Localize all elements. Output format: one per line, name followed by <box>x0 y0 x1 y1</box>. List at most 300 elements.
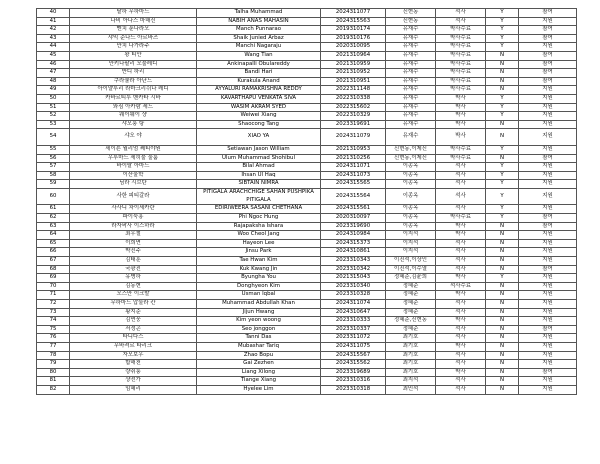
english-name-cell: Manch Punnarao <box>197 26 321 35</box>
flag-cell: N <box>486 257 519 266</box>
korean-name-cell: 샹전가 <box>70 377 197 386</box>
table-row <box>37 9 577 18</box>
table-row <box>37 171 577 180</box>
table-row <box>37 317 577 326</box>
korean-name-cell: 유병하 <box>70 274 197 283</box>
table-row <box>37 77 577 86</box>
english-name-cell: Hayeon Lee <box>197 239 321 248</box>
student-id-cell: 2023310333 <box>321 317 386 326</box>
student-id-cell: 2023310342 <box>321 265 386 274</box>
student-id-cell: 2024315563 <box>321 17 386 26</box>
status-cell: 지원 <box>519 334 577 343</box>
korean-name-cell: 최우철 <box>70 231 197 240</box>
row-number-cell: 56 <box>37 154 70 163</box>
korean-name-cell: 웨이웨이 샹 <box>70 112 197 121</box>
korean-name-cell: 탈하 무하마드 <box>70 9 197 18</box>
english-name-cell: Manchi Nagaraju <box>197 43 321 52</box>
student-id-cell: 2021315043 <box>321 274 386 283</box>
flag-cell: Y <box>486 112 519 121</box>
degree-cell: 박사 <box>436 317 486 326</box>
student-id-cell: 2021310959 <box>321 60 386 69</box>
row-number-cell: 51 <box>37 103 70 112</box>
row-number-cell: 47 <box>37 69 70 78</box>
row-number-cell: 57 <box>37 163 70 172</box>
flag-cell: Y <box>486 103 519 112</box>
status-cell: 참여 <box>519 214 577 223</box>
row-number-cell: 72 <box>37 300 70 309</box>
student-id-cell: 2024315561 <box>321 205 386 214</box>
advisor-cell: 유재수 <box>386 43 436 52</box>
status-cell: 지원 <box>519 145 577 154</box>
advisor-cell: 이종옥 <box>386 214 436 223</box>
advisor-cell: 이종옥 <box>386 180 436 189</box>
flag-cell: N <box>486 239 519 248</box>
advisor-cell: 정혜준 <box>386 308 436 317</box>
student-id-cell: 2023311072 <box>321 334 386 343</box>
english-name-cell: Bilal Ahmad <box>197 163 321 172</box>
table-row <box>37 205 577 214</box>
degree-cell: 박사수료 <box>436 60 486 69</box>
student-id-cell: 2024310861 <box>321 248 386 257</box>
status-cell: 지원 <box>519 351 577 360</box>
english-name-cell: Usman Iqbal <box>197 291 321 300</box>
degree-cell: 박사 <box>436 120 486 129</box>
student-id-cell: 2024311071 <box>321 163 386 172</box>
row-number-cell: 53 <box>37 120 70 129</box>
status-cell: 지원 <box>519 17 577 26</box>
row-number-cell: 63 <box>37 222 70 231</box>
english-name-cell: Mubashar Tariq <box>197 342 321 351</box>
advisor-cell: 이종옥 <box>386 163 436 172</box>
row-number-cell: 74 <box>37 317 70 326</box>
english-name-cell: Zhao Bopu <box>197 351 321 360</box>
english-name-cell: Rajapaksha Ishara <box>197 222 321 231</box>
student-id-cell: 2021310256 <box>321 154 386 163</box>
status-cell: 지원 <box>519 377 577 386</box>
flag-cell: Y <box>486 205 519 214</box>
row-number-cell: 40 <box>37 9 70 18</box>
english-name-cell: Tae Hwan Kim <box>197 257 321 266</box>
row-number-cell: 65 <box>37 239 70 248</box>
table-row <box>37 385 577 394</box>
flag-cell: N <box>486 300 519 309</box>
korean-name-cell: 박진주 <box>70 248 197 257</box>
degree-cell: 석사 <box>436 188 486 205</box>
student-id-cell: 2021310952 <box>321 69 386 78</box>
advisor-cell: 최기호 <box>386 334 436 343</box>
row-number-cell: 46 <box>37 60 70 69</box>
table-row <box>37 51 577 60</box>
flag-cell: Y <box>486 274 519 283</box>
korean-name-cell: 량쥐룽 <box>70 368 197 377</box>
english-name-cell: Setiawan Jason William <box>197 145 321 154</box>
student-id-cell: 2024310647 <box>321 308 386 317</box>
advisor-cell: 최지석 <box>386 377 436 386</box>
english-name-cell: Tiange Xiang <box>197 377 321 386</box>
row-number-cell: 77 <box>37 342 70 351</box>
table-row <box>37 129 577 146</box>
english-name-cell: Kuk Kwang Jin <box>197 265 321 274</box>
degree-cell: 석사 <box>436 180 486 189</box>
korean-name-cell: 합해천 <box>70 360 197 369</box>
student-id-cell: 2019310176 <box>321 34 386 43</box>
status-cell: 지원 <box>519 94 577 103</box>
student-id-cell: 2021310953 <box>321 145 386 154</box>
row-number-cell: 59 <box>37 180 70 189</box>
flag-cell: N <box>486 308 519 317</box>
student-id-cell: 2024315564 <box>321 188 386 205</box>
korean-name-cell: 오스만 이크발 <box>70 291 197 300</box>
degree-cell: 박사 <box>436 274 486 283</box>
status-cell: 지원 <box>519 360 577 369</box>
student-id-cell: 2024311074 <box>321 300 386 309</box>
korean-name-cell: 카바르티투 벤카타 시바 <box>70 94 197 103</box>
status-cell: 지원 <box>519 282 577 291</box>
advisor-cell: 이종옥 <box>386 188 436 205</box>
table-row <box>37 154 577 163</box>
student-id-cell: 2024315562 <box>321 360 386 369</box>
english-name-cell: Liang Xilong <box>197 368 321 377</box>
table-row <box>37 188 577 205</box>
table-row <box>37 282 577 291</box>
advisor-cell: 정혜준 <box>386 282 436 291</box>
status-cell: 참여 <box>519 34 577 43</box>
table-row <box>37 342 577 351</box>
flag-cell: Y <box>486 9 519 18</box>
status-cell: 참여 <box>519 9 577 18</box>
table-row <box>37 231 577 240</box>
flag-cell: N <box>486 377 519 386</box>
flag-cell: N <box>486 342 519 351</box>
english-name-cell: Gai Zezhen <box>197 360 321 369</box>
row-number-cell: 80 <box>37 368 70 377</box>
flag-cell: N <box>486 86 519 95</box>
korean-name-cell: 무바셔르 타리크 <box>70 342 197 351</box>
student-id-cell: 2021310964 <box>321 51 386 60</box>
english-name-cell: Byungha You <box>197 274 321 283</box>
english-name-cell: Bandi Hari <box>197 69 321 78</box>
row-number-cell: 55 <box>37 145 70 154</box>
korean-name-cell: 김연웅 <box>70 317 197 326</box>
status-cell: 지원 <box>519 291 577 300</box>
korean-name-cell: 우루마드 세히불 울룸 <box>70 154 197 163</box>
status-cell: 지원 <box>519 112 577 121</box>
degree-cell: 석사 <box>436 334 486 343</box>
status-cell: 참여 <box>519 51 577 60</box>
student-id-cell: 2020310097 <box>321 214 386 223</box>
english-name-cell: Wang Tian <box>197 51 321 60</box>
table-row <box>37 308 577 317</box>
degree-cell: 박사 <box>436 222 486 231</box>
advisor-cell: 유재수 <box>386 112 436 121</box>
advisor-cell: 최민석 <box>386 385 436 394</box>
advisor-cell: 유재수 <box>386 103 436 112</box>
table-row <box>37 69 577 78</box>
student-id-cell: 2024311073 <box>321 171 386 180</box>
row-number-cell: 73 <box>37 308 70 317</box>
korean-name-cell: 파이눅흥 <box>70 214 197 223</box>
row-number-cell: 68 <box>37 265 70 274</box>
degree-cell: 박사수료 <box>436 51 486 60</box>
flag-cell: N <box>486 368 519 377</box>
korean-name-cell: 쿠라쿨라 아난드 <box>70 77 197 86</box>
advisor-cell: 유재수 <box>386 26 436 35</box>
status-cell: 참여 <box>519 368 577 377</box>
degree-cell: 박사 <box>436 342 486 351</box>
english-name-cell: Seo jonggon <box>197 325 321 334</box>
table-row <box>37 368 577 377</box>
english-name-cell: Tanni Das <box>197 334 321 343</box>
degree-cell: 석사 <box>436 308 486 317</box>
status-cell: 지원 <box>519 231 577 240</box>
advisor-cell: 유재수 <box>386 77 436 86</box>
table-row <box>37 26 577 35</box>
advisor-cell: 최기호 <box>386 351 436 360</box>
status-cell: 참여 <box>519 265 577 274</box>
degree-cell: 석사 <box>436 300 486 309</box>
advisor-cell: 유재수 <box>386 86 436 95</box>
row-number-cell: 75 <box>37 325 70 334</box>
row-number-cell: 78 <box>37 351 70 360</box>
status-cell: 참여 <box>519 69 577 78</box>
degree-cell: 석사 <box>436 205 486 214</box>
advisor-cell: 정혜준 <box>386 325 436 334</box>
status-cell: 지원 <box>519 171 577 180</box>
english-name-cell: Jinsu Park <box>197 248 321 257</box>
row-number-cell: 76 <box>37 334 70 343</box>
flag-cell: Y <box>486 94 519 103</box>
flag-cell: N <box>486 231 519 240</box>
table-row <box>37 145 577 154</box>
row-number-cell: 41 <box>37 17 70 26</box>
table-row <box>37 360 577 369</box>
english-name-cell: Kim yeon woong <box>197 317 321 326</box>
flag-cell: N <box>486 282 519 291</box>
english-name-cell: Talha Muhammad <box>197 9 321 18</box>
advisor-cell: 유재수 <box>386 94 436 103</box>
table-row <box>37 112 577 121</box>
korean-name-cell: 사한 피티갈라 <box>70 188 197 205</box>
student-id-cell: 2022310329 <box>321 112 386 121</box>
row-number-cell: 64 <box>37 231 70 240</box>
degree-cell: 석사 <box>436 163 486 172</box>
advisor-cell: 정혜준,김윤희 <box>386 274 436 283</box>
korean-name-cell: 샤오 야 <box>70 129 197 146</box>
korean-name-cell: 김동현 <box>70 282 197 291</box>
status-cell: 지원 <box>519 205 577 214</box>
english-name-cell: Shaik Junied Arbaz <box>197 34 321 43</box>
degree-cell: 박사수료 <box>436 69 486 78</box>
table-row <box>37 300 577 309</box>
table-row <box>37 103 577 112</box>
degree-cell: 박사수료 <box>436 154 486 163</box>
table-row <box>37 351 577 360</box>
table-row <box>37 239 577 248</box>
table-row <box>37 377 577 386</box>
advisor-cell: 최기호 <box>386 368 436 377</box>
row-number-cell: 66 <box>37 248 70 257</box>
status-cell: 참여 <box>519 60 577 69</box>
korean-name-cell: 라자팍사 이스하라 <box>70 222 197 231</box>
row-number-cell: 79 <box>37 360 70 369</box>
table-row <box>37 291 577 300</box>
flag-cell: N <box>486 60 519 69</box>
english-name-cell: SIBTAIN NIMRA <box>197 180 321 189</box>
row-number-cell: 69 <box>37 274 70 283</box>
flag-cell: N <box>486 154 519 163</box>
korean-name-cell: 국광진 <box>70 265 197 274</box>
korean-name-cell: 이희연 <box>70 239 197 248</box>
status-cell: 지원 <box>519 103 577 112</box>
table-row <box>37 43 577 52</box>
status-cell: 지원 <box>519 342 577 351</box>
status-cell: 지원 <box>519 239 577 248</box>
table-row <box>37 34 577 43</box>
advisor-cell: 유재수 <box>386 34 436 43</box>
korean-name-cell: 황지준 <box>70 308 197 317</box>
table-row <box>37 214 577 223</box>
flag-cell: Y <box>486 17 519 26</box>
table-row <box>37 94 577 103</box>
row-number-cell: 60 <box>37 188 70 205</box>
degree-cell: 석사 <box>436 377 486 386</box>
advisor-cell: 정혜준,신현동 <box>386 317 436 326</box>
advisor-cell: 이진석,이수열 <box>386 265 436 274</box>
advisor-cell: 유재수 <box>386 120 436 129</box>
row-number-cell: 81 <box>37 377 70 386</box>
student-id-cell: 2023310318 <box>321 385 386 394</box>
status-cell: 참여 <box>519 325 577 334</box>
flag-cell: Y <box>486 145 519 154</box>
korean-name-cell: 반디 하리 <box>70 69 197 78</box>
advisor-cell: 이진석,이상인 <box>386 257 436 266</box>
english-name-cell: KAVARTHAPU VENKATA SIVA <box>197 94 321 103</box>
flag-cell: N <box>486 385 519 394</box>
english-name-cell: Ihsan Ul Haq <box>197 171 321 180</box>
korean-name-cell: 님라 시브탄 <box>70 180 197 189</box>
advisor-cell: 유재수 <box>386 129 436 146</box>
english-name-cell: Shaocong Tang <box>197 120 321 129</box>
row-number-cell: 58 <box>37 171 70 180</box>
english-name-cell: Weiwei Xiang <box>197 112 321 121</box>
row-number-cell: 44 <box>37 43 70 52</box>
english-name-cell: AYYALURI RAMAKRISHNA REDDY <box>197 86 321 95</box>
flag-cell: N <box>486 77 519 86</box>
flag-cell: N <box>486 120 519 129</box>
flag-cell: Y <box>486 43 519 52</box>
table-row <box>37 60 577 69</box>
flag-cell: N <box>486 51 519 60</box>
table-row <box>37 265 577 274</box>
flag-cell: Y <box>486 34 519 43</box>
student-id-cell: 2023310340 <box>321 282 386 291</box>
flag-cell: Y <box>486 214 519 223</box>
advisor-cell: 이종옥 <box>386 222 436 231</box>
english-name-cell: Kurakula Anand <box>197 77 321 86</box>
student-id-cell: 2023310337 <box>321 325 386 334</box>
english-name-cell: WASIM AKRAM SYED <box>197 103 321 112</box>
student-id-cell: 2023310343 <box>321 257 386 266</box>
flag-cell: N <box>486 265 519 274</box>
student-id-cell: 2024315565 <box>321 180 386 189</box>
advisor-cell: 이종옥 <box>386 205 436 214</box>
degree-cell: 박사 <box>436 368 486 377</box>
degree-cell: 석사수료 <box>436 282 486 291</box>
degree-cell: 박사수료 <box>436 43 486 52</box>
degree-cell: 박사수료 <box>436 34 486 43</box>
korean-name-cell: 서정곤 <box>70 325 197 334</box>
student-id-cell: 2024311075 <box>321 342 386 351</box>
row-number-cell: 61 <box>37 205 70 214</box>
flag-cell: N <box>486 129 519 146</box>
korean-name-cell: 자오보우 <box>70 351 197 360</box>
advisor-cell: 이종옥 <box>386 171 436 180</box>
row-number-cell: 42 <box>37 26 70 35</box>
student-id-cell: 2023319690 <box>321 222 386 231</box>
student-id-cell: 2024311079 <box>321 129 386 146</box>
row-number-cell: 45 <box>37 51 70 60</box>
student-id-cell: 2020310095 <box>321 43 386 52</box>
status-cell: 지원 <box>519 274 577 283</box>
degree-cell: 석사 <box>436 257 486 266</box>
korean-name-cell: 타니다스 <box>70 334 197 343</box>
degree-cell: 석사 <box>436 360 486 369</box>
english-name-cell: NABIH ANAS MAHASIN <box>197 17 321 26</box>
english-name-cell: EDIRIWEERA SASANI CHETHANA <box>197 205 321 214</box>
table-row <box>37 274 577 283</box>
korean-name-cell: 사사니 차이세카란 <box>70 205 197 214</box>
advisor-cell: 신현동 <box>386 17 436 26</box>
degree-cell: 박사수료 <box>436 214 486 223</box>
status-cell: 지원 <box>519 317 577 326</box>
degree-cell: 박사 <box>436 291 486 300</box>
row-number-cell: 43 <box>37 34 70 43</box>
student-id-cell: 2024315567 <box>321 351 386 360</box>
status-cell: 지원 <box>519 188 577 205</box>
status-cell: 참여 <box>519 154 577 163</box>
flag-cell: N <box>486 325 519 334</box>
status-cell: 지원 <box>519 129 577 146</box>
status-cell: 지원 <box>519 257 577 266</box>
advisor-cell: 정혜준 <box>386 300 436 309</box>
status-cell: 지원 <box>519 300 577 309</box>
degree-cell: 박사 <box>436 129 486 146</box>
status-cell: 지원 <box>519 86 577 95</box>
status-cell: 참여 <box>519 222 577 231</box>
student-id-cell: 2023310316 <box>321 377 386 386</box>
degree-cell: 석사 <box>436 351 486 360</box>
row-number-cell: 67 <box>37 257 70 266</box>
student-id-cell: 2023319689 <box>321 368 386 377</box>
korean-name-cell: 무하마드 압둘라 칸 <box>70 300 197 309</box>
korean-name-cell: 멘치 푼나라오 <box>70 26 197 35</box>
flag-cell: N <box>486 248 519 257</box>
flag-cell: N <box>486 360 519 369</box>
student-id-cell: 2024310984 <box>321 231 386 240</box>
korean-name-cell: 세이숀 윌리엄 쎄티야원 <box>70 145 197 154</box>
student-id-cell: 2021310951 <box>321 77 386 86</box>
english-name-cell: Woo Cheol Jang <box>197 231 321 240</box>
degree-cell: 박사 <box>436 112 486 121</box>
row-number-cell: 62 <box>37 214 70 223</box>
status-cell: 참여 <box>519 26 577 35</box>
advisor-cell: 유재수 <box>386 69 436 78</box>
korean-name-cell: 바이랄 아마드 <box>70 163 197 172</box>
row-number-cell: 54 <box>37 129 70 146</box>
flag-cell: N <box>486 222 519 231</box>
korean-name-cell: 왕 티안 <box>70 51 197 60</box>
flag-cell: Y <box>486 180 519 189</box>
